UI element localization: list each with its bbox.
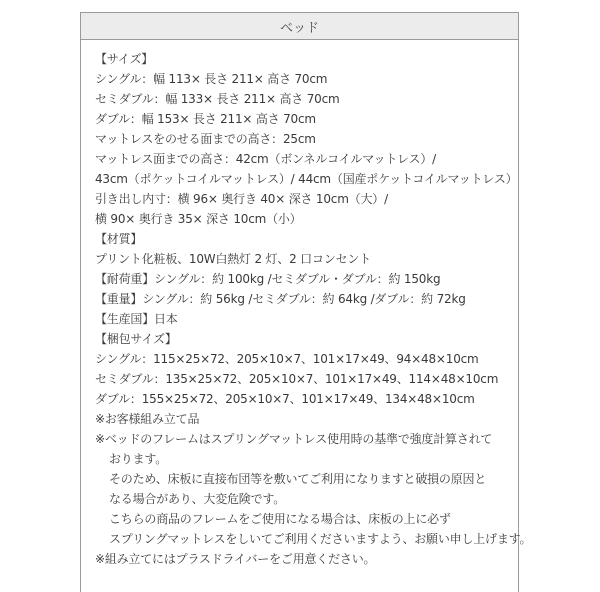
spec-line: そのため、床板に直接布団等を敷いてご利用になりますと破損の原因と: [109, 472, 487, 486]
spec-line: 【サイズ】: [95, 52, 154, 66]
spec-line: セミダブル：幅 133× 長さ 211× 高さ 70cm: [95, 92, 340, 106]
spec-line: ※組み立てにはプラスドライバーをご用意ください。: [95, 552, 376, 566]
spec-line: シングル：幅 113× 長さ 211× 高さ 70cm: [95, 72, 328, 86]
spec-line: マットレス面までの高さ：42cm（ボンネルコイルマットレス）/: [95, 152, 437, 166]
spec-table: [80, 12, 532, 592]
spec-line: セミダブル：135×25×72、205×10×7、101×17×49、114×48×10cm: [95, 372, 499, 386]
spec-line: ※ベッドのフレームはスプリングマットレス使用時の基準で強度計算されて: [95, 432, 493, 446]
spec-line: マットレスをのせる面までの高さ：25cm: [95, 132, 316, 146]
spec-line: 【生産国】日本: [95, 312, 178, 326]
spec-body: [81, 40, 532, 569]
spec-line: 【耐荷重】シングル：約 100kg /セミダブル・ダブル：約 150kg: [95, 272, 441, 286]
spec-line: 【梱包サイズ】: [95, 332, 177, 346]
spec-line: 引き出し内寸：横 96× 奥行き 40× 深さ 10cm（大）/: [95, 192, 388, 206]
spec-line: 【材質】: [95, 232, 143, 246]
spec-line: スプリングマットレスをしいてご利用くださいますよう、お願い申し上げます。: [109, 532, 532, 546]
spec-line: こちらの商品のフレームをご使用になる場合は、床板の上に必ず: [109, 512, 451, 526]
spec-line: ダブル：幅 153× 長さ 211× 高さ 70cm: [95, 112, 316, 126]
spec-line: おります。: [109, 452, 168, 466]
spec-title: ベッド: [81, 13, 518, 40]
spec-line: ダブル：155×25×72、205×10×7、101×17×49、134×48×10cm: [95, 392, 475, 406]
spec-line: 【重量】シングル：約 56kg /セミダブル：約 64kg /ダブル：約 72kg: [95, 292, 466, 306]
spec-line: 横 90× 奥行き 35× 深さ 10cm（小）: [95, 212, 302, 226]
spec-line: シングル：115×25×72、205×10×7、101×17×49、94×48×10cm: [95, 352, 479, 366]
spec-line: 43cm（ポケットコイルマットレス）/ 44cm（国産ポケットコイルマットレス）: [95, 172, 518, 186]
spec-line: ※お客様組み立て品: [95, 412, 200, 426]
spec-line: なる場合があり、大変危険です。: [109, 492, 286, 506]
spec-line: プリント化粧板、10W白熱灯 2 灯、2 口コンセント: [95, 252, 371, 266]
